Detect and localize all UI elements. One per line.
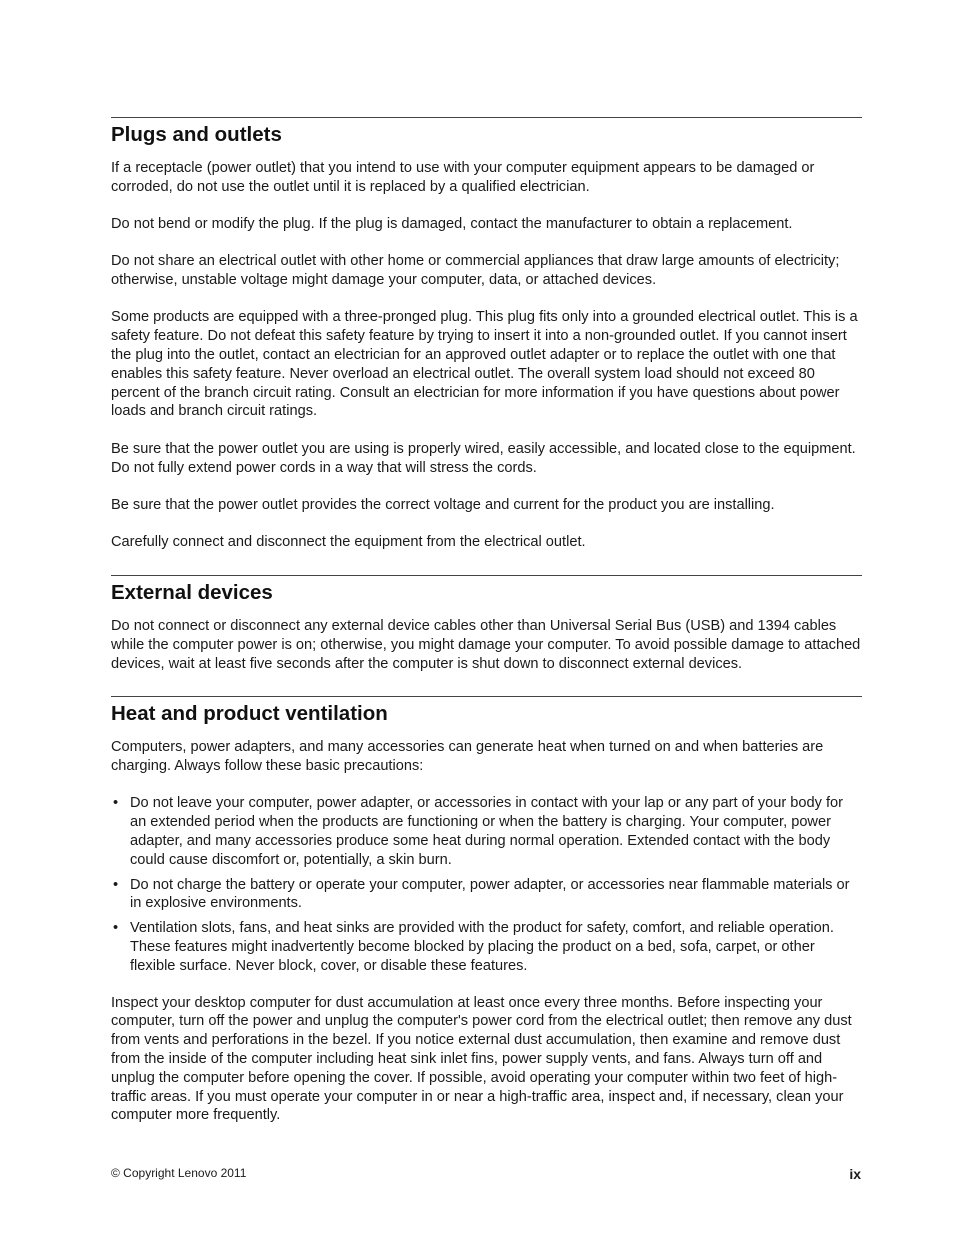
paragraph: Inspect your desktop computer for dust accumulation at least once every three months. Before inspecting your computer, turn off the power and unplug the computer's power cord from the electrical outlet; then remove any dust from vents and perforations in the bezel. If you notice external dust accumulation, then examine and remove dust from the inside of the computer including heat sink inlet fins, power supply vents, and fans. Always turn off and unplug the computer before opening the cover. If possible, avoid operating your computer within two feet of high-traffic areas. If you must operate your computer in or near a high-traffic area, inspect and, if necessary, clean your computer more frequently. <box>111 994 852 1124</box>
paragraph: Carefully connect and disconnect the equipment from the electrical outlet. <box>111 534 586 551</box>
document-body <box>111 117 862 1125</box>
paragraph: Some products are equipped with a three-pronged plug. This plug fits only into a grounded electrical outlet. This is a safety feature. Do not defeat this safety feature by trying to insert it into a non-grounded outlet. If you cannot insert the plug into the outlet, contact an electrician for an approved outlet adapter or to replace the outlet with one that enables this safety feature. Never overload an electrical outlet. The overall system load should not exceed 80 percent of the branch circuit rating. Consult an electrician for more information if you have questions about power loads and branch circuit ratings. <box>111 309 858 420</box>
section-heat-and-ventilation <box>111 696 862 1125</box>
section-heading: Plugs and outlets <box>111 123 282 146</box>
list-item: • Do not charge the battery or operate your computer, power adapter, or accessories near flammable materials or in explosive environments. <box>111 876 862 914</box>
copyright-notice: © Copyright Lenovo 2011 <box>111 1166 247 1180</box>
section-plugs-and-outlets <box>111 117 862 552</box>
section-heading: External devices <box>111 580 273 604</box>
list-item: • Ventilation slots, fans, and heat sinks are provided with the product for safety, comfort, and reliable operation. These features might inadvertently become blocked by placing the product on a bed, sofa, carpet, or other flexible surface. Never block, cover, or disable these features. <box>111 919 862 975</box>
page-number: ix <box>849 1166 861 1182</box>
precautions-list <box>111 794 862 975</box>
paragraph: Computers, power adapters, and many accessories can generate heat when turned on and when batteries are charging. Always follow these basic precautions: <box>111 739 824 775</box>
paragraph: Do not connect or disconnect any external device cables other than Universal Serial Bus (USB) and 1394 cables while the computer power is on; otherwise, you might damage your computer. To avoid possible damage to attached devices, wait at least five seconds after the computer is shut down to disconnect external devices. <box>111 617 861 672</box>
paragraph: If a receptacle (power outlet) that you intend to use with your computer equipment appears to be damaged or corroded, do not use the outlet until it is replaced by a qualified electrician. <box>111 160 815 195</box>
paragraph: Be sure that the power outlet provides the correct voltage and current for the product you are installing. <box>111 496 775 513</box>
list-item: • Do not leave your computer, power adapter, or accessories in contact with your lap or any part of your body for an extended period when the products are functioning or when the battery is charging. Your computer, power adapter, and many accessories produce some heat during normal operation. Extended contact with the body could cause discomfort or, potentially, a skin burn. <box>111 794 862 869</box>
paragraph: Do not share an electrical outlet with other home or commercial appliances that draw large amounts of electricity; otherwise, unstable voltage might damage your computer, data, or attached devices. <box>111 253 840 289</box>
section-external-devices <box>111 575 862 673</box>
section-heading: Heat and product ventilation <box>111 702 388 726</box>
paragraph: Be sure that the power outlet you are using is properly wired, easily accessible, and located close to the equipment. Do not fully extend power cords in a way that will stress the cords. <box>111 440 856 476</box>
paragraph: Do not bend or modify the plug. If the plug is damaged, contact the manufacturer to obtain a replacement. <box>111 216 793 233</box>
